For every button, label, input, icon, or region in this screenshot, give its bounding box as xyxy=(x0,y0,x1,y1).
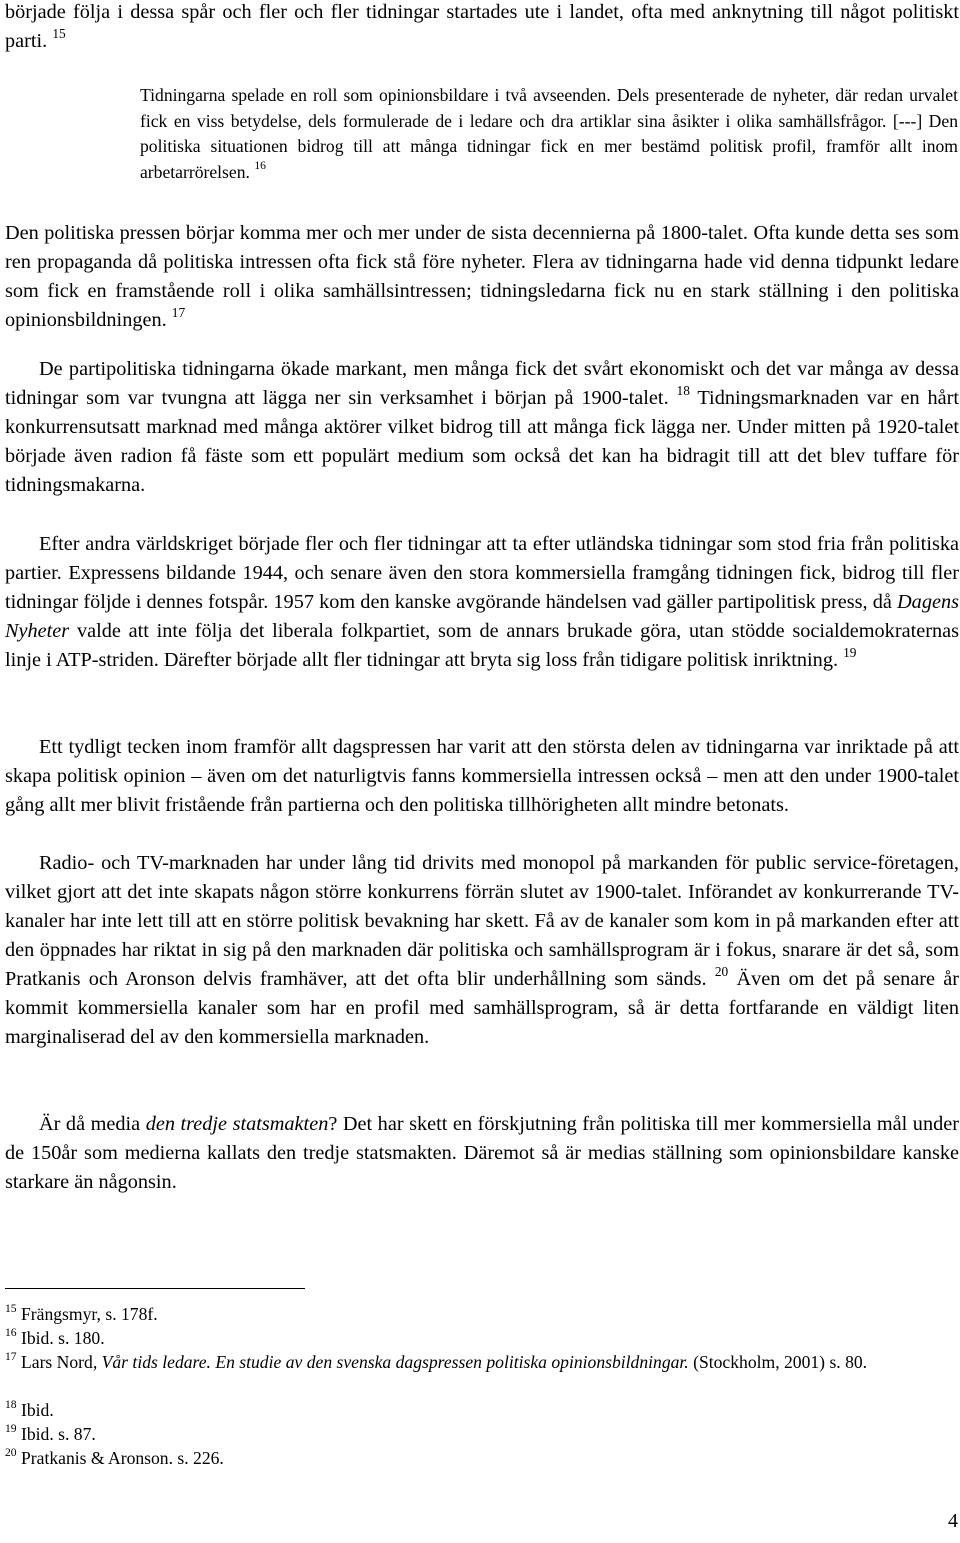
footnote-separator xyxy=(5,1288,305,1289)
footnote-ref-15: 15 xyxy=(52,25,66,41)
body-paragraph-6: Är då media den tredje statsmakten? Det har skett en förskjutning från politiska till mer kommersiella mål under de 150år som medierna kallats den tredje statsmakten. Däremot så är medias ställning som opinionsbildare kanske starkare än någonsin. xyxy=(5,1113,959,1193)
footnote-18: $^{18}$ Ibid. xyxy=(5,1397,54,1420)
footnote-ref-16: 16 xyxy=(254,159,266,173)
footnote-19: $^{19}$ Ibid. s. 87. xyxy=(5,1421,96,1444)
body-paragraph-3: Efter andra världskriget började fler och fler tidningar att ta efter utländska tidningar som stod fria från politiska partier. Expressens bildande 1944, och senare även den stora kommersiella framgång tidningen fick, bidrog till fler tidningar följde i dennes fotspår. 1957 kom den kanske avgörande händelsen vad gäller partipolitisk press, då Dagens Nyheter valde att inte följa det liberala folkpartiet, som de annars brukade göra, utan stödde socialdemokraternas linje i ATP-striden. Därefter började allt fler tidningar att bryta sig loss från tidigare politisk inriktning. $^{19}$ xyxy=(5,533,959,671)
footnote-16: $^{16}$ Ibid. s. 180. xyxy=(5,1325,105,1348)
body-paragraph-1: Den politiska pressen börjar komma mer och mer under de sista decennierna på 1800-talet. Ofta kunde detta ses som ren propaganda då politiska intressen ofta fick stå före nyheter. Flera av tidningarna hade vid denna tidpunkt ledare som fick en framstående roll i olika samhällsintressen; tidningsledarna fick nu en stark ställning i den politiska opinionsbildningen. $^{17}$ xyxy=(5,222,959,331)
newspaper-name: Dagens Nyheter xyxy=(5,591,959,642)
footnote-ref-18: 18 xyxy=(676,382,690,398)
footnote-17: $^{17}$ Lars Nord, Vår tids ledare. En studie av den svenska dagspressen politiska opinionsbildningar. (Stockholm, 2001) s. 80. xyxy=(5,1349,868,1372)
intro-paragraph: började följa i dessa spår och fler och fler tidningar startades ute i landet, ofta med anknytning till något politiskt parti. $^{15}$ xyxy=(5,1,959,52)
body-paragraph-5: Radio- och TV-marknaden har under lång tid drivits med monopol på markanden för public service-företagen, vilket gjort att det inte skapats någon större konkurrens förrän slutet av 1900-talet. Införandet av konkurrerande TV-kanaler har inte lett till att en större politisk bevakning har skett. Få av de kanaler som kom in på markanden efter att den öppnades har riktat in sig på den marknaden där politiska och samhällsprogram är i fokus, snarare är det så, som Pratkanis och Aronson delvis framhäver, att det ofta blir underhållning som sänds. $^{20}$ Även om det på senare år kommit kommersiella kanaler som har en profil med samhällsprogram, så är detta fortfarande en väldigt liten marginaliserad del av den kommersiella marknaden. xyxy=(5,852,959,1048)
body-paragraph-2: De partipolitiska tidningarna ökade markant, men många fick det svårt ekonomiskt och det var många av dessa tidningar som var tvungna att lägga ner sin verksamhet i början på 1900-talet. $^{18}$ Tidningsmarknaden var en hårt konkurrensutsatt marknad med många aktörer vilket bidrog till att många fick lägga ner. Under mitten på 1920-talet började även radion få fäste som ett populärt medium som också det kan ha bidragit till att det blev tuffare för tidningsmakarna. xyxy=(5,358,960,496)
footnote-ref-17: 17 xyxy=(171,304,186,320)
footnote-15: $^{15}$ Frängsmyr, s. 178f. xyxy=(5,1301,158,1324)
footnote-ref-20: 20 xyxy=(714,963,729,979)
page-number: 4 xyxy=(948,1510,958,1532)
footnote-ref-19: 19 xyxy=(843,644,857,660)
emphasis-phrase: den tredje statsmakten xyxy=(145,1113,329,1135)
block-quote: Tidningarna spelade en roll som opinionsbildare i två avseenden. Dels presenterade de nyheter, där redan urvalet fick en viss betydelse, dels formulerade de i ledare och dra artiklar sina åsikter i olika samhällsfrågor. [---] Den politiska situationen bidrog till att många tidningar fick en mer bestämd politisk profil, framför allt inom arbetarrörelsen. $^{16}$ xyxy=(140,85,958,182)
body-paragraph-4: Ett tydligt tecken inom framför allt dagspressen har varit att den största delen av tidningarna var inriktade på att skapa politisk opinion – även om det naturligtvis fanns kommersiella intressen också – men att den under 1900-talet gång allt mer blivit fristående från partierna och den politiska tillhörigheten allt mindre betonats. xyxy=(5,736,959,816)
footnote-20: $^{20}$ Pratkanis & Aronson. s. 226. xyxy=(5,1445,224,1468)
